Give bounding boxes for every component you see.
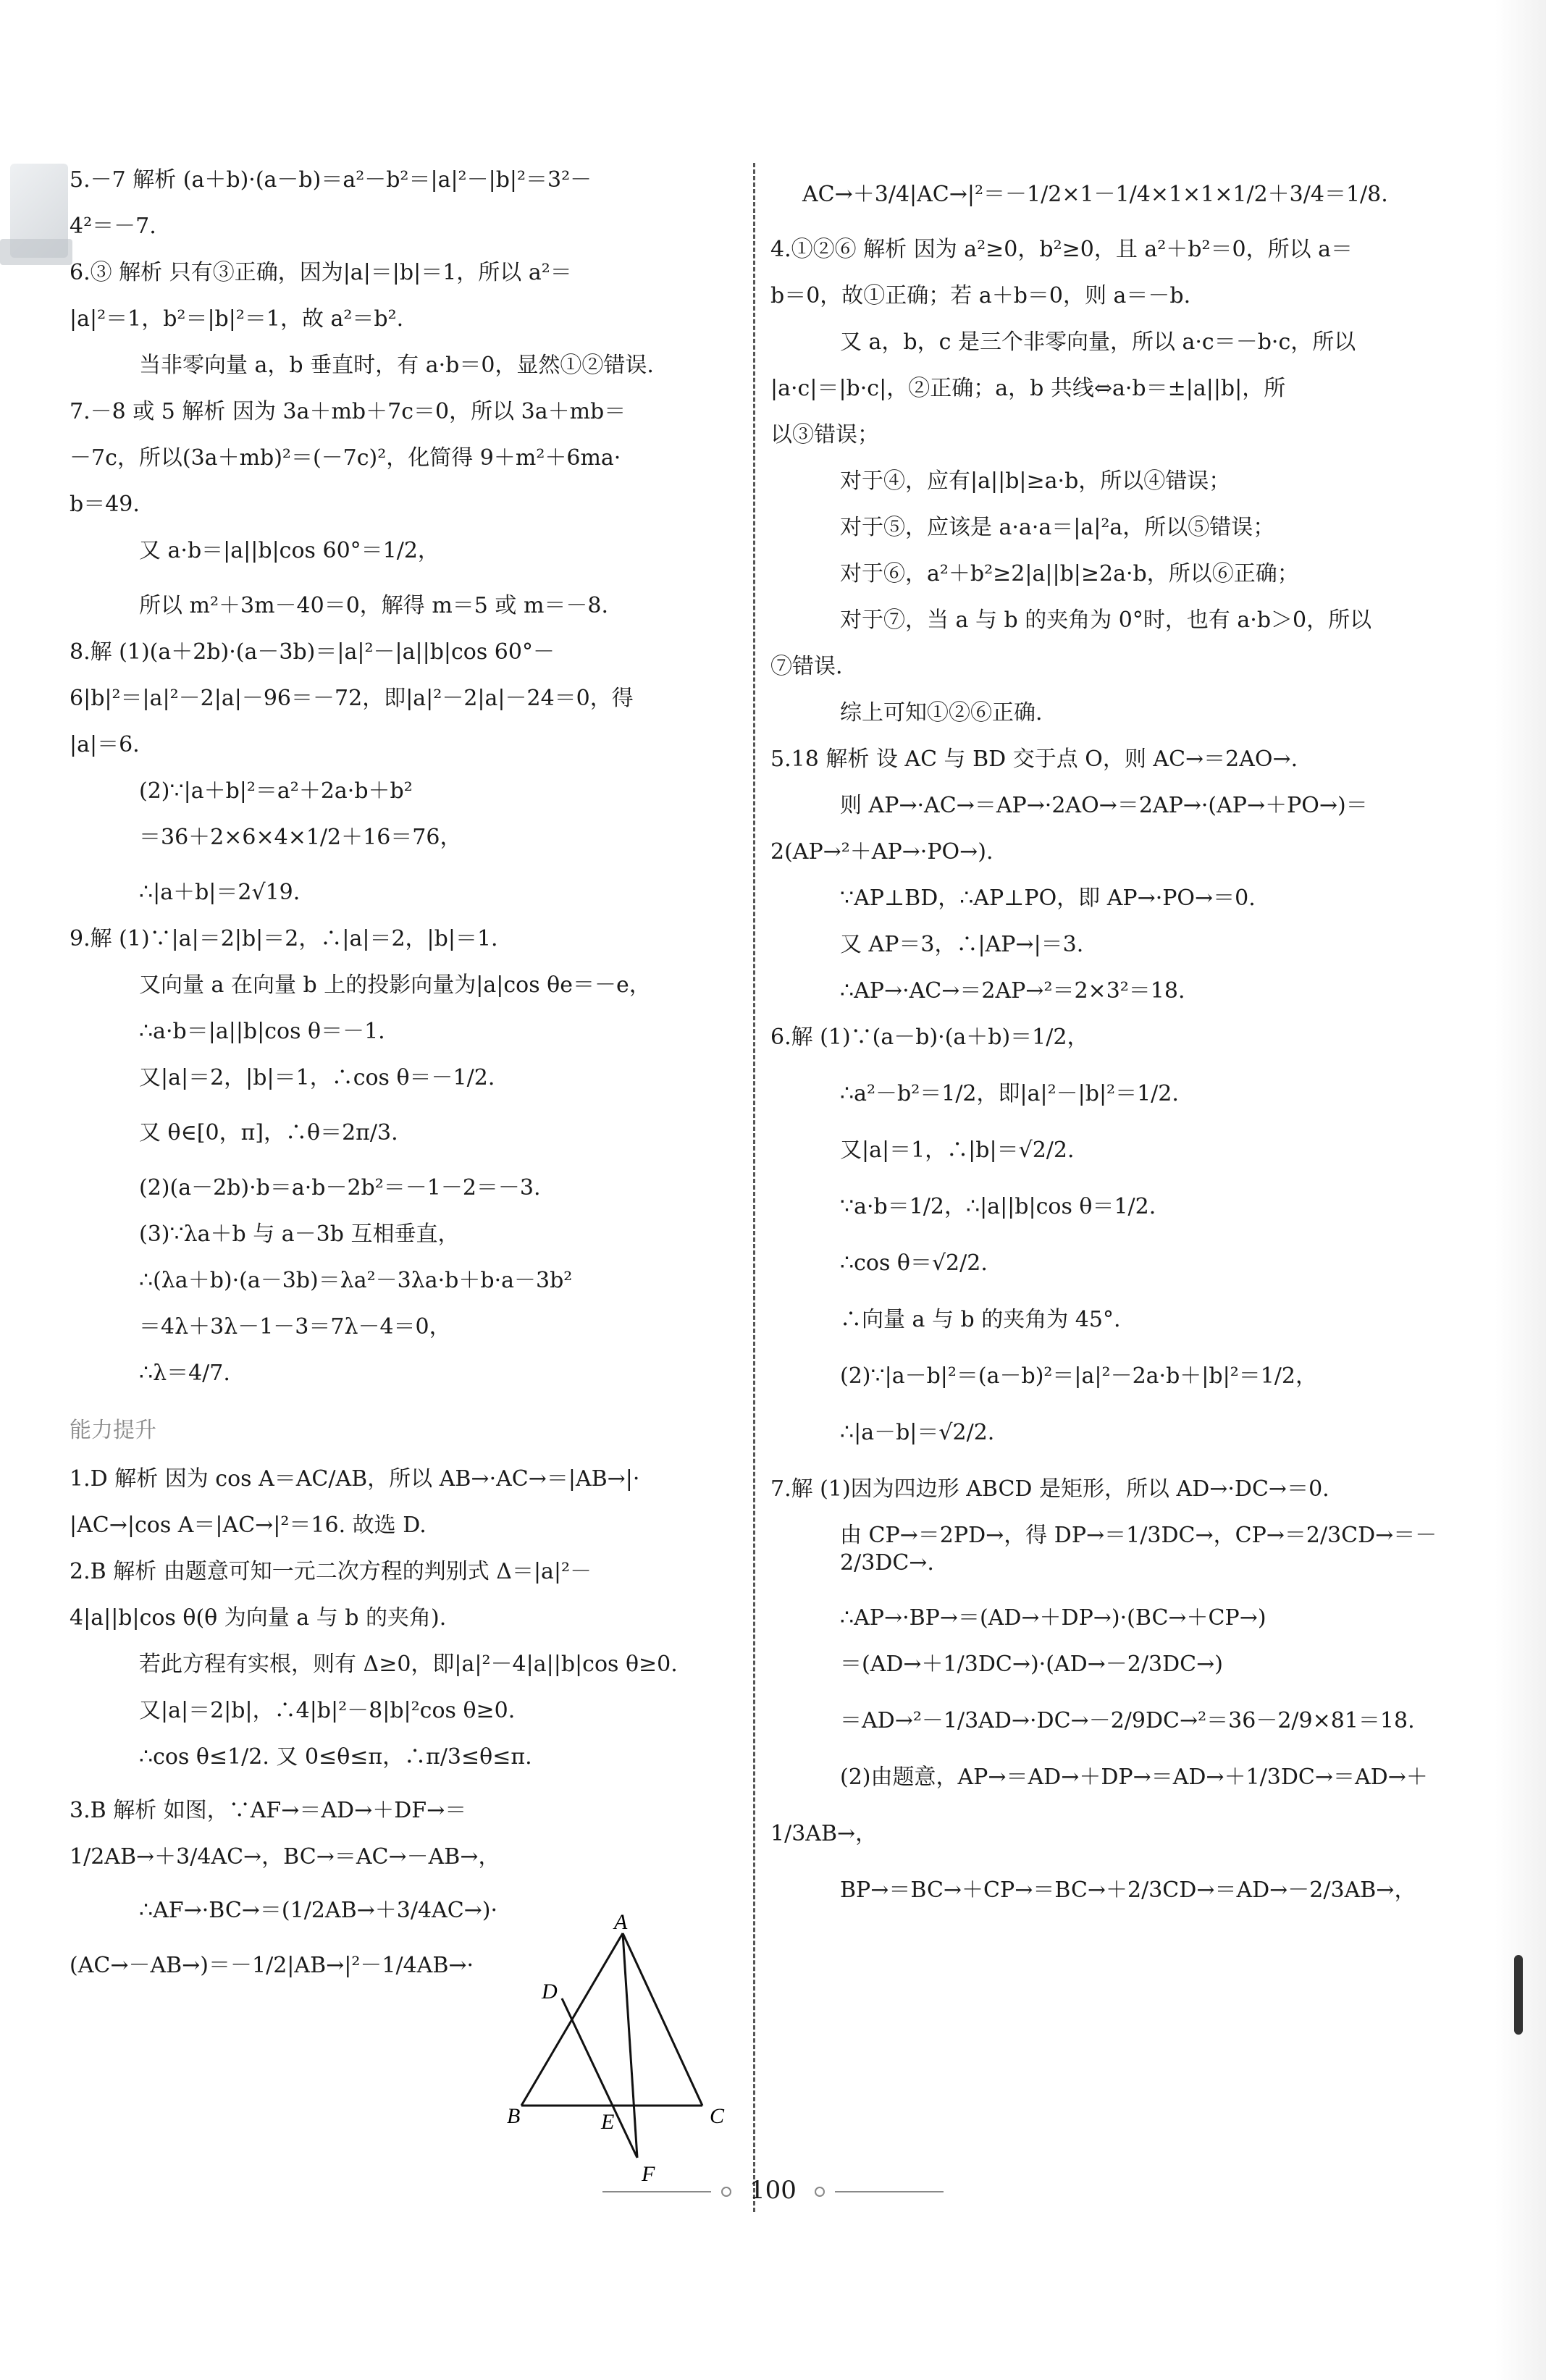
answer-line: (2)∵|a－b|²＝(a－b)²＝|a|²－2a·b＋|b|²＝1/2， — [840, 1363, 1318, 1389]
answer-line: 5.18 解析 设 AC 与 BD 交于点 O，则 AC→＝2AO→. — [770, 747, 1298, 772]
answer-line: 1/2AB→＋3/4AC→，BC→＝AC→－AB→， — [70, 1844, 500, 1870]
right-column — [770, 167, 1466, 1923]
answer-line: 7.解 (1)因为四边形 ABCD 是矩形，所以 AD→·DC→＝0. — [770, 1476, 1329, 1502]
answer-line: 4²＝－7. — [70, 214, 156, 239]
answer-line: ∴λ＝4/7. — [139, 1361, 230, 1386]
answer-line: ∵a·b＝1/2，∴|a||b|cos θ＝1/2. — [840, 1194, 1156, 1219]
answer-line: －7c，所以(3a＋mb)²＝(－7c)²，化简得 9＋m²＋6ma· — [70, 445, 621, 471]
answer-line: 若此方程有实根，则有 Δ≥0，即|a|²－4|a||b|cos θ≥0. — [139, 1652, 678, 1677]
footer-rule-left — [602, 2191, 711, 2192]
answer-line: 以③错误； — [770, 422, 879, 447]
left-column — [70, 167, 743, 1998]
answer-line: |a|²＝1，b²＝|b|²＝1，故 a²＝b². — [70, 306, 404, 332]
answer-line: 则 AP→·AC→＝AP→·2AO→＝2AP→·(AP→＋PO→)＝ — [840, 793, 1368, 818]
page-number: 100 — [749, 2176, 797, 2205]
answer-line: 对于⑥，a²＋b²≥2|a||b|≥2a·b，所以⑥正确； — [840, 561, 1299, 586]
answer-line: ∴AF→·BC→＝(1/2AB→＋3/4AC→)· — [139, 1898, 498, 1923]
triangle-figure — [507, 1912, 739, 2187]
label-f: F — [642, 2162, 655, 2186]
segment-af — [623, 1933, 637, 2158]
label-e: E — [601, 2110, 615, 2134]
segment-df — [562, 1998, 637, 2158]
answer-line: |a·c|＝|b·c|，②正确；a，b 共线⇔a·b＝±|a||b|，所 — [770, 376, 1286, 401]
answer-line: ＝AD→²－1/3AD→·DC→－2/9DC→²＝36－2/9×81＝18. — [840, 1708, 1415, 1733]
segment-ac — [623, 1933, 702, 2106]
answer-line: 由 CP→＝2PD→，得 DP→＝1/3DC→，CP→＝2/3CD→＝－2/3DC→. — [840, 1523, 1437, 1576]
answer-line: 所以 m²＋3m－40＝0，解得 m＝5 或 m＝－8. — [139, 593, 609, 618]
page-footer — [0, 2176, 1546, 2205]
label-c: C — [710, 2104, 725, 2128]
answer-line: (AC→－AB→)＝－1/2|AB→|²－1/4AB→· — [70, 1953, 474, 1978]
answer-line: 4.①②⑥ 解析 因为 a²≥0，b²≥0，且 a²＋b²＝0，所以 a＝ — [770, 237, 1353, 262]
answer-line: 6.③ 解析 只有③正确，因为|a|＝|b|＝1，所以 a²＝ — [70, 260, 572, 285]
answer-line: |a|＝6. — [70, 732, 140, 757]
footer-rule-right — [835, 2191, 944, 2192]
answer-line: 2(AP→²＋AP→·PO→). — [770, 839, 993, 865]
answer-line: 7.－8 或 5 解析 因为 3a＋mb＋7c＝0，所以 3a＋mb＝ — [70, 399, 626, 424]
answer-line: 又|a|＝2|b|，∴4|b|²－8|b|²cos θ≥0. — [139, 1698, 516, 1723]
column-divider — [753, 163, 755, 2212]
label-a: A — [614, 1912, 628, 1934]
answer-line: 当非零向量 a，b 垂直时，有 a·b＝0，显然①②错误. — [139, 353, 654, 378]
answer-line: ＝(AD→＋1/3DC→)·(AD→－2/3DC→) — [840, 1652, 1223, 1677]
answer-line: AC→＋3/4|AC→|²＝－1/2×1－1/4×1×1×1/2＋3/4＝1/8. — [802, 182, 1388, 207]
answer-line: 又 θ∈[0，π]，∴θ＝2π/3. — [139, 1120, 398, 1145]
answer-line: 又 a·b＝|a||b|cos 60°＝1/2， — [139, 538, 440, 563]
answer-line: 2.B 解析 由题意可知一元二次方程的判别式 Δ＝|a|²－ — [70, 1559, 592, 1584]
answer-line: 5.－7 解析 (a＋b)·(a－b)＝a²－b²＝|a|²－|b|²＝3²－ — [70, 167, 592, 193]
answer-line: ⑦错误. — [770, 654, 843, 679]
answer-line: 1/3AB→， — [770, 1821, 878, 1846]
answer-line: (2)由题意，AP→＝AD→＋DP→＝AD→＋1/3DC→＝AD→＋ — [840, 1765, 1428, 1790]
answer-line: 对于⑦，当 a 与 b 的夹角为 0°时，也有 a·b＞0，所以 — [840, 607, 1372, 633]
answer-line: 1.D 解析 因为 cos A＝AC/AB，所以 AB→·AC→＝|AB→|· — [70, 1466, 640, 1492]
binding-mark — [1514, 1955, 1523, 2035]
answer-line: 9.解 (1)∵|a|＝2|b|＝2，∴|a|＝2，|b|＝1. — [70, 926, 498, 951]
answer-line: (2)∵|a＋b|²＝a²＋2a·b＋b² — [139, 778, 413, 804]
answer-line: 4|a||b|cos θ(θ 为向量 a 与 b 的夹角). — [70, 1605, 447, 1631]
answer-line: 对于⑤，应该是 a·a·a＝|a|²a，所以⑤错误； — [840, 515, 1275, 540]
answer-line: 6.解 (1)∵(a－b)·(a＋b)＝1/2， — [770, 1025, 1089, 1050]
answer-line: (2)(a－2b)·b＝a·b－2b²＝－1－2＝－3. — [139, 1175, 541, 1200]
answer-line: |AC→|cos A＝|AC→|²＝16. 故选 D. — [70, 1513, 427, 1538]
answer-line: ∴AP→·AC→＝2AP→²＝2×3²＝18. — [840, 978, 1185, 1004]
answer-line: 3.B 解析 如图，∵AF→＝AD→＋DF→＝ — [70, 1798, 467, 1823]
answer-line: ∴向量 a 与 b 的夹角为 45°. — [840, 1307, 1121, 1332]
answer-line: 综上可知①②⑥正确. — [840, 700, 1043, 726]
answer-line: ∴AP→·BP→＝(AD→＋DP→)·(BC→＋CP→) — [840, 1605, 1266, 1631]
answer-line: (3)∵λa＋b 与 a－3b 互相垂直， — [139, 1221, 460, 1247]
answer-line: ∴cos θ≤1/2. 又 0≤θ≤π，∴π/3≤θ≤π. — [139, 1744, 532, 1770]
answer-line: ∴a²－b²＝1/2，即|a|²－|b|²＝1/2. — [840, 1081, 1179, 1106]
answer-line: 又 a，b，c 是三个非零向量，所以 a·c＝－b·c，所以 — [840, 329, 1356, 355]
answer-line: b＝49. — [70, 492, 140, 517]
answer-line: ∴|a＋b|＝2√19. — [139, 880, 301, 905]
answer-line: 对于④，应有|a||b|≥a·b，所以④错误； — [840, 468, 1231, 494]
answer-line: 又|a|＝2，|b|＝1，∴cos θ＝－1/2. — [139, 1065, 495, 1090]
footer-dot-right — [815, 2187, 825, 2197]
label-d: D — [542, 1980, 558, 2003]
footer-dot-left — [721, 2187, 731, 2197]
answer-line: 又|a|＝1，∴|b|＝√2/2. — [840, 1138, 1075, 1163]
answer-line: ∴cos θ＝√2/2. — [840, 1250, 988, 1276]
section-heading: 能力提升 — [70, 1418, 156, 1443]
answer-line: ∴|a－b|＝√2/2. — [840, 1420, 995, 1445]
answer-line: ∵AP⊥BD，∴AP⊥PO，即 AP→·PO→＝0. — [840, 886, 1256, 911]
answer-line: ∴(λa＋b)·(a－3b)＝λa²－3λa·b＋b·a－3b² — [139, 1268, 573, 1293]
answer-line: ∴a·b＝|a||b|cos θ＝－1. — [139, 1019, 385, 1044]
answer-line: 8.解 (1)(a＋2b)·(a－3b)＝|a|²－|a||b|cos 60°－ — [70, 639, 555, 665]
answer-line: 6|b|²＝|a|²－2|a|－96＝－72，即|a|²－2|a|－24＝0，得 — [70, 686, 634, 711]
answer-line: 又 AP＝3，∴|AP→|＝3. — [840, 932, 1084, 957]
stamp-label — [0, 239, 72, 265]
answer-line: BP→＝BC→＋CP→＝BC→＋2/3CD→＝AD→－2/3AB→， — [840, 1877, 1416, 1903]
label-b: B — [507, 2104, 521, 2128]
answer-line: b＝0，故①正确；若 a＋b＝0，则 a＝－b. — [770, 283, 1191, 308]
answer-line: 又向量 a 在向量 b 上的投影向量为|a|cos θe＝－e， — [139, 972, 651, 998]
answer-line: ＝36＋2×6×4×1/2＋16＝76， — [139, 825, 462, 850]
answer-line: ＝4λ＋3λ－1－3＝7λ－4＝0， — [139, 1314, 451, 1340]
